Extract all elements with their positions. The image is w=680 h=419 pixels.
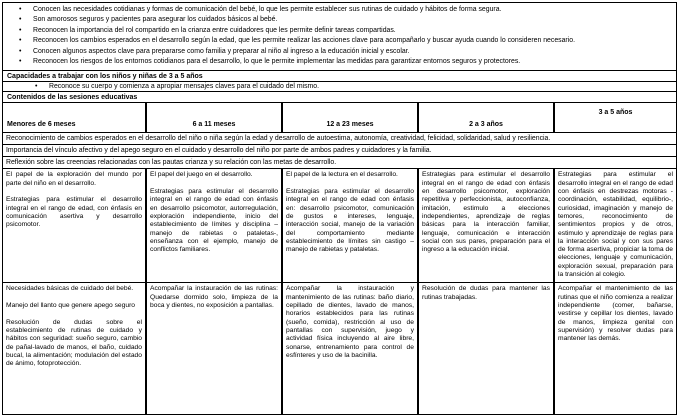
intro-bullet-item bbox=[7, 15, 672, 25]
cell-row2-6-11-meses bbox=[145, 283, 281, 414]
cell-paragraph: Acompañar la instauración de las rutinas: Quedarse dormido solo, limpieza de la boca y dientes, no exposición a pantallas. bbox=[150, 285, 278, 310]
intro-bullet-text: Conocen las necesidades cotidianas y formas de comunicación del bebé, lo que les permite establecer sus rutinas de cuidado y hábitos de forma segura. bbox=[33, 6, 502, 13]
bullet-icon bbox=[7, 5, 33, 15]
capacidades-bullet-row bbox=[3, 82, 676, 92]
intro-bullet-text: Reconocen los cambios esperados en el desarrollo según la edad, que les permite realizar las acciones clave para acompañarlo y buscar ayuda cuando lo consideren necesario. bbox=[33, 37, 575, 45]
full-width-row-reflexion: Reflexión sobre las creencias relacionadas con las pautas crianza y su relación con las metas de desarrollo. bbox=[3, 157, 676, 169]
bullet-icon bbox=[7, 26, 33, 36]
age-header-6-11-meses: 6 a 11 meses bbox=[145, 103, 281, 132]
age-header-menores-6-meses: Menores de 6 meses bbox=[7, 121, 76, 129]
intro-bullet-item bbox=[7, 57, 672, 67]
age-header-2-3-anos: 2 a 3 años bbox=[417, 103, 553, 132]
cell-row2-3-5-anos bbox=[553, 283, 676, 414]
full-width-row-reconocimiento: Reconocimiento de cambios esperados en el desarrollo del niño o niña según la edad y desarrollo de autoestima, autonomía, creatividad, felicidad, solidaridad, salud y resiliencia. bbox=[3, 133, 676, 145]
cell-paragraph: Manejo del llanto que genere apego seguro bbox=[6, 302, 136, 310]
cell-paragraph: Estrategias para estimular el desarrollo integral en el rango de edad con énfasis en desarrollo psicomotor, autorregulación, exploración independiente, inicio del establecimiento de límites y disciplina – manejo de rabietas o pataletas-, enseñanza con el ejemplo, manejo de conflictos familiares. bbox=[150, 188, 278, 254]
bullet-icon bbox=[7, 47, 33, 57]
cell-paragraph: El papel de la lectura en el desarrollo. bbox=[286, 171, 398, 179]
cell-paragraph: El papel del juego en el desarrollo. bbox=[150, 171, 253, 179]
capacidades-bullet-item bbox=[7, 82, 672, 92]
contents-table bbox=[2, 2, 677, 415]
cell-paragraph: Necesidades básicas de cuidado del bebé. bbox=[6, 285, 134, 293]
full-width-row-importancia: Importancia del vínculo afectivo y del apego seguro en el cuidado y desarrollo del niño por parte de ambos padres y cuidadores y la familia. bbox=[3, 145, 676, 157]
cell-paragraph: El papel de la exploración del mundo por parte del niño en el desarrollo. bbox=[6, 171, 142, 187]
intro-bullet-item bbox=[7, 47, 672, 57]
cell-paragraph: Estrategias para estimular el desarrollo integral en el rango de edad, con énfasis en comunicación asertiva y desarrollo psicomotor. bbox=[6, 196, 142, 229]
cell-row2-menores-6-meses bbox=[3, 283, 145, 414]
cell-row1-3-5-anos bbox=[553, 169, 676, 282]
cell-paragraph: Estrategias para estimular el desarrollo integral en el rango de edad con énfasis en: desarrollo psicomotor, comunicación de gustos e intereses, lenguaje, interacción social, manejo de la variación del comportamiento mediante establecimiento de límites sin castigo – manejo de rabietas y pataletas. bbox=[286, 188, 414, 254]
age-header-3-5-anos: 3 a 5 años bbox=[553, 103, 676, 132]
capacidades-bullet-text: Reconoce su cuerpo y comienza a apropiar mensajes claves para el cuidado del mismo. bbox=[49, 83, 320, 91]
bullet-icon bbox=[7, 57, 33, 67]
bullet-icon bbox=[7, 82, 49, 92]
intro-bullet-item bbox=[7, 5, 672, 15]
bullet-icon bbox=[7, 15, 33, 25]
cell-paragraph: Acompañar el mantenimiento de las rutinas que el niño comienza a realizar independiente (comer, bañarse, vestirse y cepillar los dientes, lavado de manos, limpieza genital con supervisión) y resolver dudas para mantener las demás. bbox=[558, 285, 673, 343]
age-header-12-23-meses: 12 a 23 meses bbox=[281, 103, 417, 132]
intro-bullet-text: Son amorosos seguros y pacientes para asegurar los cuidados básicos al bebé. bbox=[33, 16, 278, 24]
table-row bbox=[3, 283, 676, 414]
intro-bullet-text: Reconocen la importancia del rol compartido en la crianza entre cuidadores que les permite definir tareas compartidas. bbox=[33, 26, 396, 34]
cell-paragraph: Acompañar la instauración y mantenimiento de las rutinas: baño diario, cepillado de dientes, lavado de manos, horarios establecidos para las rutinas (sueño, comida), restricción al uso de pantallas con supervisión, juego y actividad física incluyendo al aire libre, sonarse, entrenamiento para control de esfínteres y uso de la bacinilla. bbox=[286, 285, 414, 359]
cell-row1-2-3-anos bbox=[417, 169, 553, 282]
cell-row2-12-23-meses bbox=[281, 283, 417, 414]
contenidos-section-title: Contenidos de las sesiones educativas bbox=[3, 92, 676, 103]
intro-bullet-item bbox=[7, 36, 672, 46]
cell-row2-2-3-anos bbox=[417, 283, 553, 414]
cell-paragraph: Resolución de dudas sobre el establecimiento de rutinas de cuidado y hábitos con seguridad: sueño seguro, cambio de pañal-lavado de manos, el baño, cuidado bucal, la alimentación; modulación del estado de ánimo, fotoprotección. bbox=[6, 318, 142, 368]
cell-paragraph: Resolución de dudas para mantener las rutinas trabajadas. bbox=[422, 285, 550, 301]
capacidades-section-title: Capacidades a trabajar con los niños y niñas de 3 a 5 años bbox=[3, 71, 676, 82]
cell-paragraph: Estrategias para estimular el desarrollo integral en el rango de edad con énfasis en desarrollo psicomotor, exploración repetitiva y perfeccionista, autoconfianza, imitación, estimulo a elecciones independientes, aprendizaje de reglas básicas para la interacción familiar, lenguaje, comunicación e interacción social con sus pares, preparación para el ingreso a la educación inicial. bbox=[422, 171, 550, 254]
age-header-row bbox=[3, 103, 676, 133]
bullet-icon bbox=[7, 36, 33, 46]
cell-row1-menores-6-meses bbox=[3, 169, 145, 282]
cell-row1-12-23-meses bbox=[281, 169, 417, 282]
intro-bullet-text: Reconocen los riesgos de los entornos cotidianos para el desarrollo, lo que le permite implementar las medidas para garantizar entornos seguros y protectores. bbox=[33, 58, 521, 66]
intro-bullet-item bbox=[7, 26, 672, 36]
cell-paragraph: Estrategias para estimular el desarrollo integral en el rango de edad con énfasis en destrezas motoras -coordinación, estabilidad, equilibrio-, curiosidad, imaginación y manejo de temores, reconocimiento de sentimientos propios y de otros, estimulo y aprendizaje de reglas para la interacción social y con sus pares de forma asertiva, propiciar la toma de elecciones, lenguaje y comunicación, exploración sexual, preparación para la transición al colegio. bbox=[558, 171, 673, 278]
intro-bullet-text: Conocen algunos aspectos clave para prepararse como familia y preparar al niño al ingreso a la educación inicial y escolar. bbox=[33, 47, 410, 55]
intro-bullet-list bbox=[3, 3, 676, 71]
table-row bbox=[3, 169, 676, 283]
cell-row1-6-11-meses bbox=[145, 169, 281, 282]
